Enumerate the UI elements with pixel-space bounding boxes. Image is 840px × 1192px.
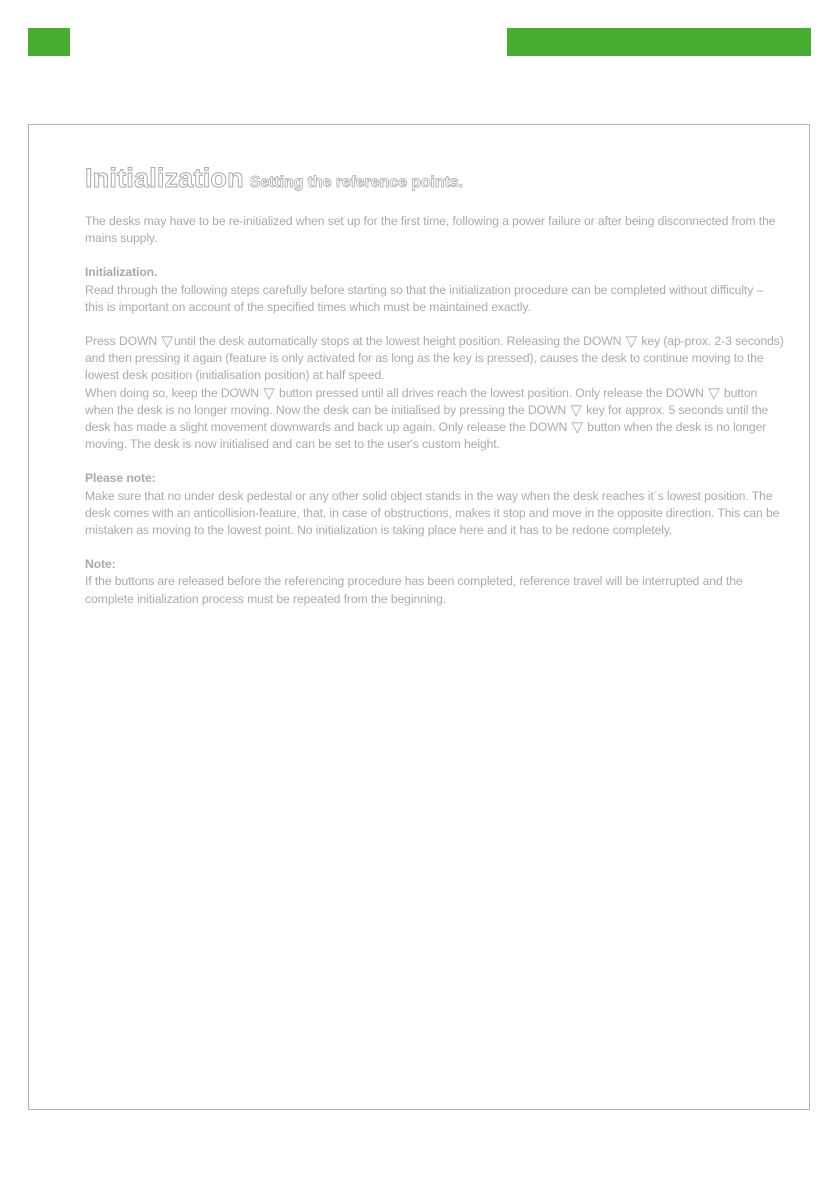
page-title <box>85 160 785 201</box>
intro-paragraph: The desks may have to be re-initialized when set up for the first time, following a power failure or after being disconnected from the mains supply. <box>85 214 776 246</box>
note-section <box>85 556 785 608</box>
procedure-text-1: Press DOWN <box>85 334 161 349</box>
note-text: If the buttons are released before the referencing procedure has been completed, reference travel will be interrupted and the complete initialization process must be repeated from the beginning. <box>85 574 743 606</box>
procedure-text-8: button when the desk is no longer moving. The desk is now initialised and can be set to the user's custom height. <box>85 420 767 452</box>
down-arrow-icon: ▽ <box>161 333 173 351</box>
document-body <box>85 160 785 625</box>
please-note-text: Make sure that no under desk pedestal or any other solid object stands in the way when the desk reaches it´s lowest position. The desk comes with an anticollision-feature, that, in case of obstructions, makes it stop and move in the opposite direction. This can be mistaken as moving to the lowest point. No initialization is taking place here and it has to be redone completely. <box>85 488 780 538</box>
procedure-text-7: key for approx. 5 seconds until the desk has made a slight movement downwards and back up again. Only release the DOWN <box>85 402 769 435</box>
procedure-text-2: until the desk automatically stops at the lowest height position. Releasing the DOWN <box>173 334 625 349</box>
note-heading: Note: <box>85 557 116 572</box>
procedure-section <box>85 333 785 453</box>
title-subtitle: Setting the reference points. <box>249 174 463 191</box>
initialization-heading: Initialization. <box>85 265 158 280</box>
down-arrow-icon: ▽ <box>570 401 582 419</box>
procedure-text-4: When doing so, keep the DOWN <box>85 385 263 400</box>
procedure-text-6: button when the desk is no longer moving. Now the desk can be initialised by pressing the DOWN <box>85 385 758 417</box>
down-arrow-icon: ▽ <box>708 384 720 402</box>
down-arrow-icon: ▽ <box>263 384 275 402</box>
down-arrow-icon: ▽ <box>625 333 638 351</box>
header-tab-left <box>28 28 70 56</box>
please-note-heading: Please note: <box>85 471 156 486</box>
procedure-text-5: button pressed until all drives reach the lowest position. Only release the DOWN <box>275 385 708 400</box>
initialization-section <box>85 264 785 316</box>
initialization-text: Read through the following steps carefully before starting so that the initialization procedure can be completed without difficulty – this is important on account of the specified times which must be maintained exactly. <box>85 282 764 314</box>
down-arrow-icon: ▽ <box>571 419 583 437</box>
title-main: Initialization <box>85 163 244 193</box>
please-note-section <box>85 470 785 539</box>
procedure-text-3: key (ap-prox. 2-3 seconds) and then pressing it again (feature is only activated for as long as the key is pressed), causes the desk to continue moving to the lowest desk position (initialisation position) at half speed. <box>85 334 784 383</box>
header-bar-right <box>507 28 811 56</box>
